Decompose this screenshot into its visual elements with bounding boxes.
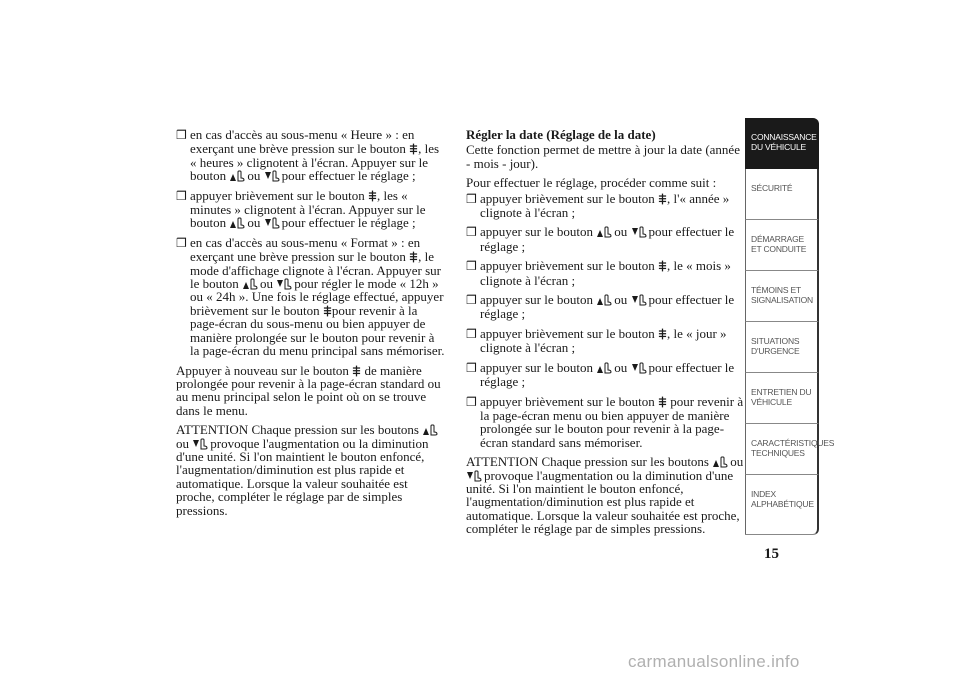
up-button-icon: [229, 217, 247, 229]
menu-button-icon: [658, 193, 667, 205]
list-item: ❒ appuyer brièvement sur le bouton pour revenir à la page-écran menu ou bien appuyer de manière prolongée sur le bouton pour revenir à la page-écran standard sans mémoriser.: [466, 393, 744, 450]
bullet-mark: ❒: [466, 293, 477, 308]
down-button-icon: [264, 170, 282, 182]
left-column: [176, 128, 446, 523]
bullet-mark: ❒: [466, 326, 477, 341]
menu-button-icon: [368, 190, 377, 202]
chapter-tabs: [745, 118, 835, 535]
down-button-icon: [466, 470, 484, 482]
list-item: ❒ appuyer brièvement sur le bouton , le « jour » clignote à l'écran ;: [466, 325, 727, 356]
up-button-icon: [242, 278, 260, 290]
tab-temoins-et-signalisation[interactable]: TÉMOINS ET SIGNALISATION: [745, 271, 819, 322]
bullet-mark: ❒: [466, 360, 477, 375]
list-item: ❒ en cas d'accès au sous-menu « Heure » : en exerçant une brève pression sur le bouton , les « heures » clignotent à l'écran. Appuyer sur le bouton ou pour effectuer le réglage ;: [176, 127, 440, 184]
down-button-icon: [631, 362, 649, 374]
page-number: 15: [764, 546, 779, 562]
bullet-mark: ❒: [176, 188, 187, 203]
up-button-icon: [229, 170, 247, 182]
list-item: ❒ appuyer sur le bouton ou pour effectuer le réglage ;: [466, 359, 735, 390]
bullet-mark: ❒: [466, 394, 477, 409]
tab-index-alphabetique[interactable]: INDEX ALPHABÉTIQUE: [745, 475, 819, 535]
bullet-mark: ❒: [466, 191, 477, 206]
down-button-icon: [631, 294, 649, 306]
down-button-icon: [192, 438, 210, 450]
tab-caracteristiques-techniques[interactable]: CARACTÉRISTIQUES TECHNIQUES: [745, 424, 819, 475]
bullet-mark: ❒: [176, 128, 187, 142]
tab-demarrage-et-conduite[interactable]: DÉMARRAGE ET CONDUITE: [745, 220, 819, 271]
down-button-icon: [276, 278, 294, 290]
down-button-icon: [264, 217, 282, 229]
tab-situations-d-urgence[interactable]: SITUATIONS D'URGENCE: [745, 322, 819, 373]
list-item: ❒ appuyer sur le bouton ou pour effectuer le réglage ;: [466, 224, 735, 254]
list-item: ❒ en cas d'accès au sous-menu « Format » : en exerçant une brève pression sur le bouton , le mode d'affichage clignote à l'écran. Appuyer sur le bouton ou pour régler le mode « 12h » ou « 24h ». Une fois le réglage effectué, appuyer brièvement sur le bouton pour revenir à la page-écran du sous-menu ou bien appuyer de manière prolongée sur le bouton pour revenir à la page-écran du menu principal sans mémoriser.: [176, 234, 445, 359]
right-column: [466, 128, 744, 542]
bullet-mark: ❒: [466, 225, 477, 240]
watermark: carmanualsonline.info: [628, 652, 800, 671]
menu-button-icon: [409, 143, 418, 155]
up-button-icon: [596, 294, 614, 306]
menu-button-icon: [409, 251, 418, 263]
tab-connaissance-du-vehicule[interactable]: CONNAISSANCE DU VÉHICULE: [745, 118, 819, 169]
bullet-mark: ❒: [176, 235, 187, 250]
down-button-icon: [631, 226, 649, 238]
menu-button-icon: [352, 365, 361, 377]
list-item: ❒ appuyer sur le bouton ou pour effectuer le réglage ;: [466, 292, 735, 322]
section-heading: Régler la date (Réglage de la date): [466, 127, 656, 142]
paragraph: Appuyer à nouveau sur le bouton de manière prolongée pour revenir à la page-écran standard ou au menu principal selon le point où on se trouve dans le menu.: [176, 362, 441, 418]
tab-entretien-du-vehicule[interactable]: ENTRETIEN DU VÉHICULE: [745, 373, 819, 424]
up-button-icon: [422, 424, 440, 436]
menu-button-icon: [658, 328, 667, 340]
tab-securite[interactable]: SÉCURITÉ: [745, 169, 819, 220]
menu-button-icon: [658, 396, 667, 408]
paragraph: Cette fonction permet de mettre à jour la date (année - mois - jour).: [466, 142, 740, 171]
attention-note: ATTENTION Chaque pression sur les boutons ou provoque l'augmentation ou la diminution d'une unité. Si l'on maintient le bouton enfoncé, l'augmentation/diminution est plus rapide et automatique. Lorsque la valeur souhaitée est proche, compléter le réglage par de simples pressions.: [176, 423, 446, 517]
attention-note: ATTENTION Chaque pression sur les boutons ou provoque l'augmentation ou la diminution d'une unité. Si l'on maintient le bouton enfoncé, l'augmentation/diminution est plus rapide et automatique. Lorsque la valeur souhaitée est proche, compléter le réglage par de simples pressions.: [466, 454, 744, 537]
paragraph: Pour effectuer le réglage, procéder comme suit :: [466, 175, 717, 191]
up-button-icon: [596, 226, 614, 238]
list-item: ❒ appuyer brièvement sur le bouton , le « mois » clignote à l'écran ;: [466, 258, 731, 288]
menu-button-icon: [323, 305, 332, 317]
list-item: ❒ appuyer brièvement sur le bouton , les « minutes » clignotent à l'écran. Appuyer sur le bouton ou pour effectuer le réglage ;: [176, 187, 426, 231]
list-item: ❒ appuyer brièvement sur le bouton , l'« année » clignote à l'écran ;: [466, 190, 730, 221]
up-button-icon: [712, 456, 730, 468]
bullet-mark: ❒: [466, 259, 477, 274]
menu-button-icon: [658, 260, 667, 272]
up-button-icon: [596, 362, 614, 374]
